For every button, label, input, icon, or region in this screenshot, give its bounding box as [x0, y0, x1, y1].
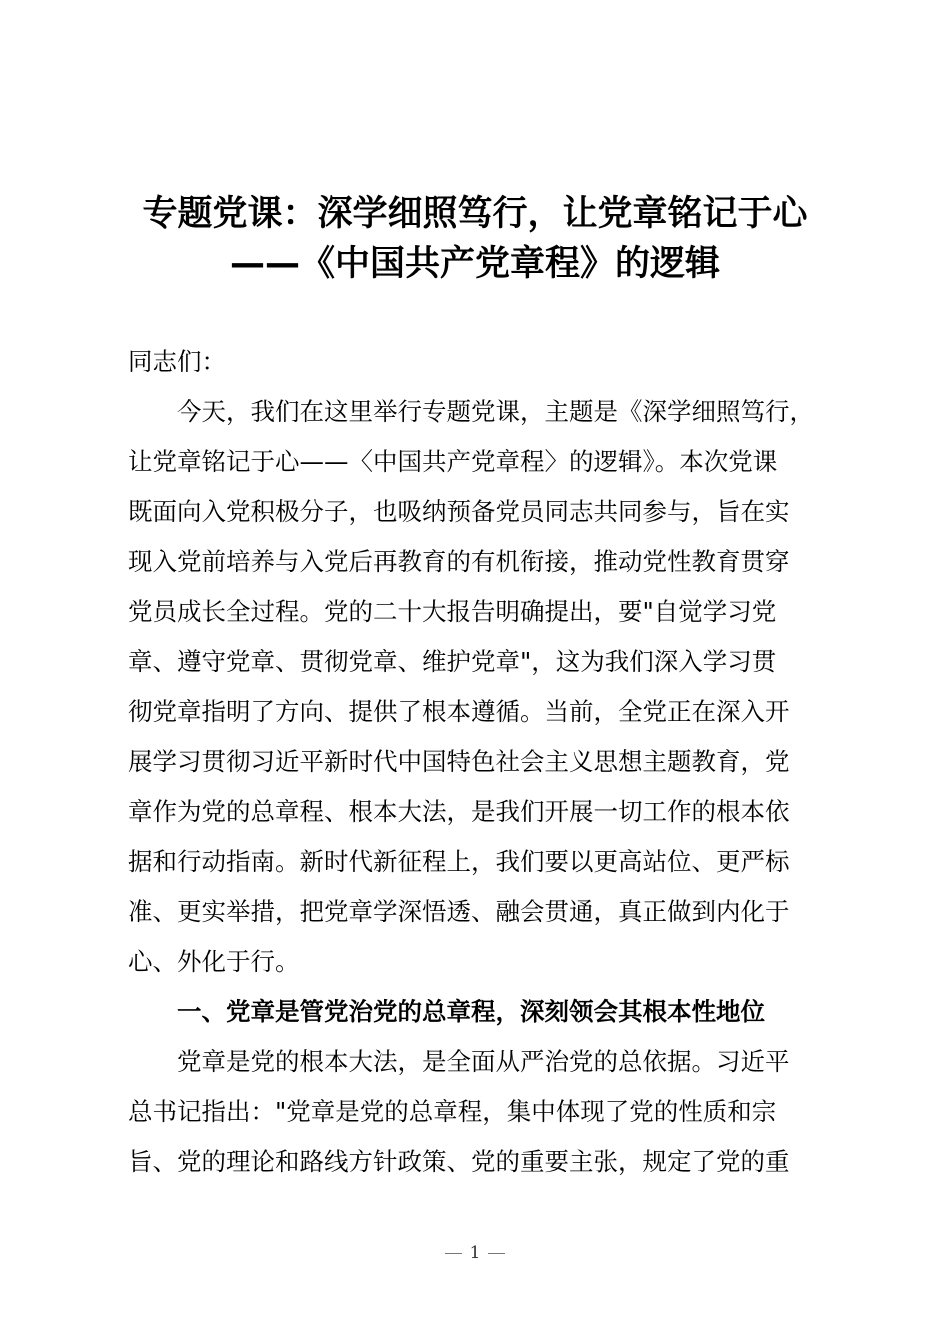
document-title-line2: ——《中国共产党章程》的逻辑: [229, 244, 720, 284]
footer-dash-left: [445, 1253, 462, 1254]
paragraph1-line: 既面向入党积极分子，也吸纳预备党员同志共同参与，旨在实: [128, 497, 790, 526]
paragraph1-line: 今天，我们在这里举行专题党课，主题是《深学细照笃行，: [177, 397, 814, 426]
footer-dash-right: [488, 1253, 505, 1254]
paragraph1-line: 彻党章指明了方向、提供了根本遵循。当前，全党正在深入开: [128, 697, 790, 726]
paragraph1-line: 章作为党的总章程、根本大法，是我们开展一切工作的根本依: [128, 797, 790, 826]
paragraph1-line: 让党章铭记于心——〈中国共产党章程〉的逻辑》。本次党课: [128, 447, 778, 476]
paragraph1-line: 章、遵守党章、贯彻党章、维护党章"，这为我们深入学习贯: [128, 647, 777, 676]
paragraph2-line: 总书记指出："党章是党的总章程，集中体现了党的性质和宗: [128, 1097, 777, 1126]
paragraph1-line: 准、更实举措，把党章学深悟透、融会贯通，真正做到内化于: [128, 897, 790, 926]
document-title-line1: 专题党课：深学细照笃行，让党章铭记于心: [142, 194, 808, 234]
section1-heading: 一、党章是管党治党的总章程，深刻领会其根本性地位: [177, 997, 765, 1026]
paragraph2-line: 旨、党的理论和路线方针政策、党的重要主张，规定了党的重: [128, 1147, 790, 1176]
paragraph1-line: 现入党前培养与入党后再教育的有机衔接，推动党性教育贯穿: [128, 547, 790, 576]
paragraph1-line: 展学习贯彻习近平新时代中国特色社会主义思想主题教育，党: [128, 747, 790, 776]
page-number: 1: [469, 1243, 481, 1263]
paragraph1-line: 心、外化于行。: [128, 947, 300, 976]
paragraph1-line: 据和行动指南。新时代新征程上，我们要以更高站位、更严标: [128, 847, 790, 876]
paragraph1-line: 党员成长全过程。党的二十大报告明确提出，要"自觉学习党: [128, 597, 777, 626]
page-footer: [0, 1243, 950, 1263]
paragraph2-line: 党章是党的根本大法，是全面从严治党的总依据。习近平: [177, 1047, 790, 1076]
salutation: 同志们：: [128, 347, 226, 376]
